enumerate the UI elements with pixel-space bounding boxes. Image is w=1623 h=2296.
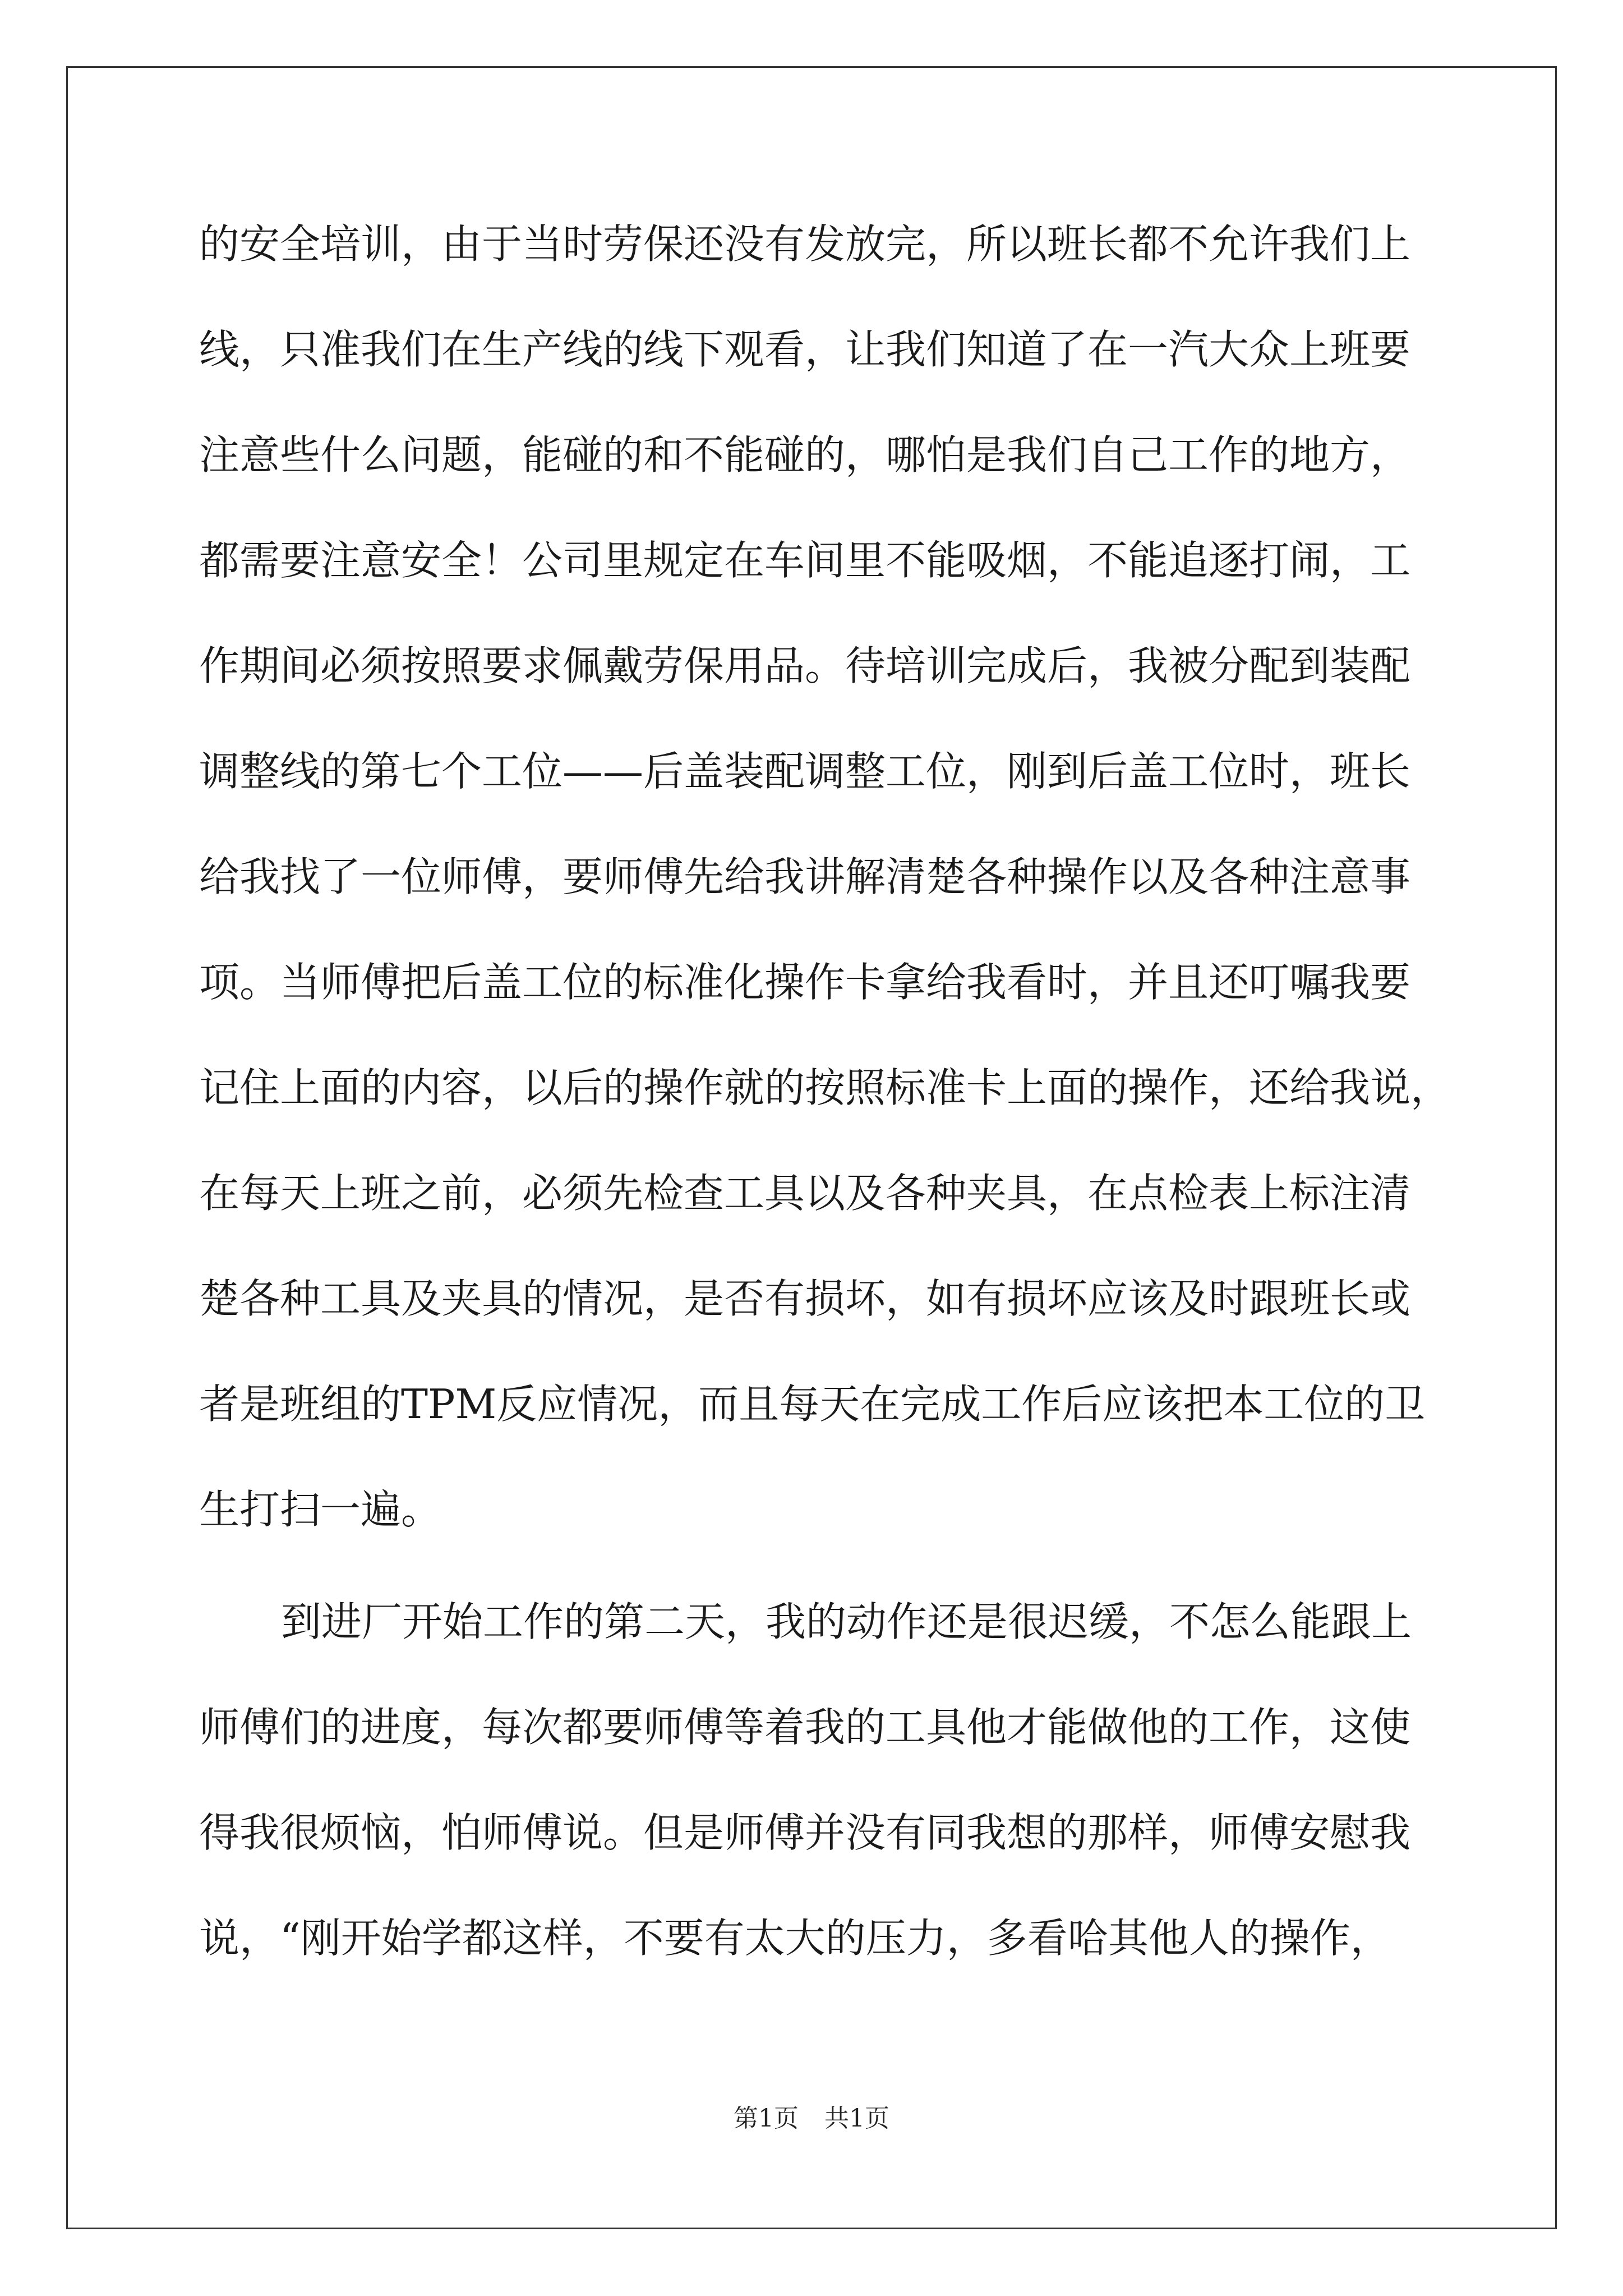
text-line: 楚各种工具及夹具的情况，是否有损坏，如有损坏应该及时跟班长或: [199, 1275, 1411, 1322]
page-number: 第1页: [734, 2104, 799, 2133]
text-line: 项。当师傅把后盖工位的标准化操作卡拿给我看时，并且还叮嘱我要: [199, 959, 1411, 1006]
paragraph-gap: [199, 1584, 1424, 1591]
page-footer: [0, 2098, 1623, 2134]
text-line: 给我找了一位师傅，要师傅先给我讲解清楚各种操作以及各种注意事: [199, 853, 1411, 900]
text-line: 的安全培训，由于当时劳保还没有发放完，所以班长都不允许我们上: [199, 220, 1411, 268]
text-line: 在每天上班之前，必须先检查工具以及各种夹具，在点检表上标注清: [199, 1170, 1411, 1217]
text-line: 记住上面的内容，以后的操作就的按照标准卡上面的操作，还给我说，: [199, 1064, 1451, 1111]
text-line: 者是班组的TPM反应情况，而且每天在完成工作后应该把本工位的卫: [199, 1381, 1426, 1428]
paragraph-1: [199, 213, 1451, 1584]
text-line: 注意些什么问题，能碰的和不能碰的，哪怕是我们自己工作的地方，: [199, 431, 1411, 478]
text-line: 说，“刚开始学都这样，不要有太大的压力，多看哈其他人的操作，: [199, 1915, 1391, 1962]
page-total: 共1页: [824, 2104, 889, 2133]
text-line: 到进厂开始工作的第二天，我的动作还是很迟缓，不怎么能跟上: [281, 1598, 1412, 1645]
paragraph-2: [199, 1591, 1424, 2013]
text-line: 调整线的第七个工位——后盖装配调整工位，刚到后盖工位时，班长: [199, 748, 1411, 795]
text-line: 作期间必须按照要求佩戴劳保用品。待培训完成后，我被分配到装配: [199, 642, 1411, 689]
text-line: 都需要注意安全！公司里规定在车间里不能吸烟，不能追逐打闹，工: [199, 537, 1411, 584]
text-line: 得我很烦恼，怕师傅说。但是师傅并没有同我想的那样，师傅安慰我: [199, 1809, 1411, 1856]
document-body: [199, 213, 1451, 2013]
text-line: 师傅们的进度，每次都要师傅等着我的工具他才能做他的工作，这使: [199, 1704, 1411, 1751]
text-line: 线，只准我们在生产线的线下观看，让我们知道了在一汽大众上班要: [199, 326, 1411, 373]
text-line: 生打扫一遍。: [199, 1486, 442, 1533]
